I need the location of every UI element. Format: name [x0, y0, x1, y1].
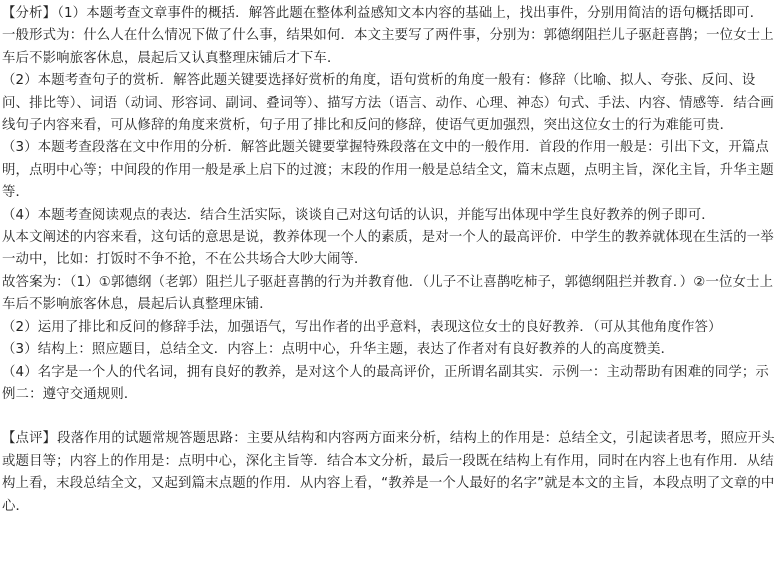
answer-paragraph-4: （4）名字是一个人的代名词，拥有良好的教养，是对这个人的最高评价，正所谓名副其实．示例一：主动帮助有困难的同学；示例二：遵守交通规则．: [2, 364, 769, 402]
analysis-paragraph-1: [2, 3, 776, 70]
comment-text: 段落作用的试题常规答题思路：主要从结构和内容两方面来分析，结构上的作用是：总结全文，引起读者思考，照应开头或题目等；内容上的作用是：点明中心，深化主旨等．结合本文分析，最后一段既在结构上有作用，同时在内容上也有作用．从结构上看，末段总结全文，又起到篇末点题的作用．从内容上看，“教养是一个人最好的名字”就是本文的主旨，本段点明了文章的中心．: [2, 431, 775, 514]
analysis-paragraph-5: 从本文阐述的内容来看，这句话的意思是说，教养体现一个人的素质，是对一个人的最高评价．中学生的教养就体现在生活的一举一动中，比如：打饭时不争不抢，不在公共场合大吵大闹等．: [2, 230, 774, 268]
comment-paragraph: [2, 428, 776, 518]
answer-paragraph-2: （2）运用了排比和反问的修辞手法，加强语气，写出作者的出乎意料，表现这位女士的良好教养．（可从其他角度作答）: [2, 319, 722, 335]
analysis-paragraph-4: （4）本题考查阅读观点的表达．结合生活实际，谈谈自己对这句话的认识，并能写出体现中学生良好教养的例子即可．: [2, 207, 715, 223]
analysis-paragraph-2: （2）本题考查句子的赏析．解答此题关键要选择好赏析的角度，语句赏析的角度一般有：修辞（比喻、拟人、夸张、反问、设问、排比等）、词语（动词、形容词、副词、叠词等）、描写方法（语言、动作、心理、神态）句式、手法、内容、情感等．结合画线句子内容来看，可从修辞的角度来赏析，句子用了排比和反问的修辞，使语气更加强烈，突出这位女士的行为难能可贵．: [2, 73, 774, 134]
solution-document: [2, 3, 776, 518]
section-spacer: [2, 406, 776, 428]
analysis-paragraph-3: （3）本题考查段落在文中作用的分析．解答此题关键要掌握特殊段落在文中的一般作用．首段的作用一般是：引出下文，开篇点明，点明中心等；中间段的作用一般是承上启下的过渡；末段的作用一般是总结全文，篇末点题，点明主旨，深化主旨，升华主题等．: [2, 140, 774, 201]
answer-paragraph-3: （3）结构上：照应题目，总结全文．内容上：点明中心，升华主题，表达了作者对有良好教养的人的高度赞美．: [2, 342, 675, 358]
comment-tag: 【点评】: [2, 431, 57, 447]
answer-paragraph-1: 故答案为：（1）①郭德纲（老郭）阻拦儿子驱赶喜鹊的行为并教育他．（儿子不让喜鹊吃柿子，郭德纲阻拦并教育．）②一位女士上车后不影响旅客休息，晨起后认真整理床铺．: [2, 274, 774, 313]
analysis-tag: 【分析】: [2, 6, 57, 21]
analysis-text-1: （1）本题考查文章事件的概括．解答此题在整体利益感知文本内容的基础上，找出事件，分别用简洁的语句概括即可．一般形式为：什么人在什么情况下做了什么事，结果如何．本文主要写了两件事，分别为：郭德纲阻拦儿子驱赶喜鹊；一位女士上车后不影响旅客休息，晨起后又认真整理床铺后才下车．: [2, 6, 774, 66]
